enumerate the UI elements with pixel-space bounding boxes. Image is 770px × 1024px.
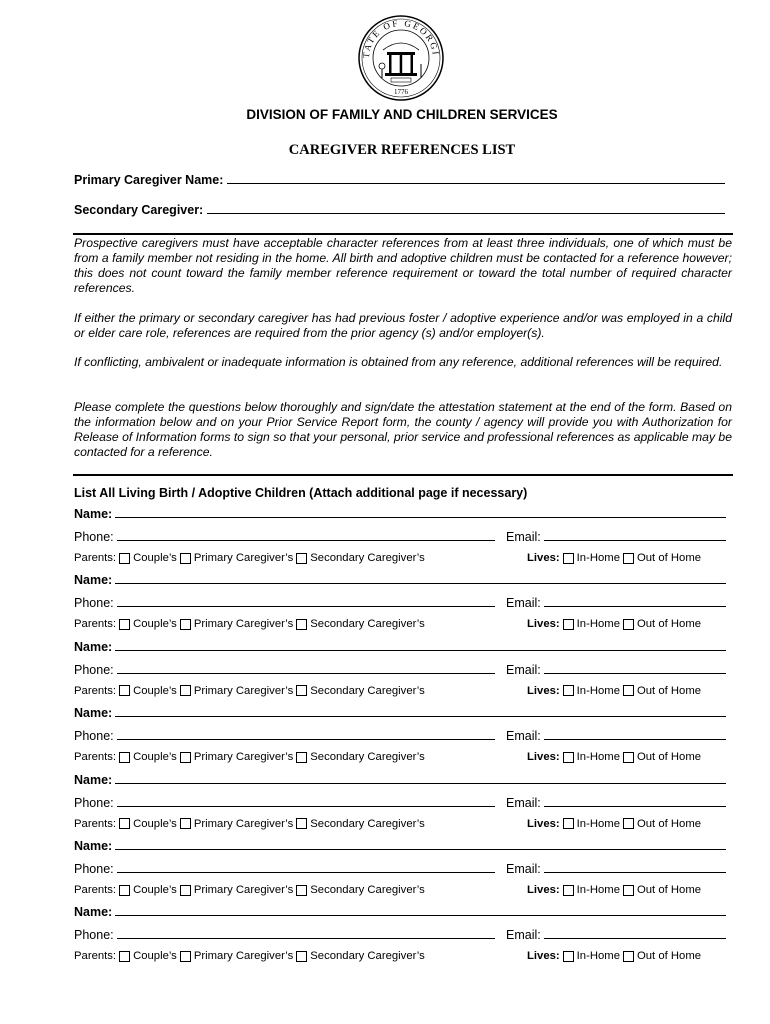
child-options-row: [74, 950, 726, 962]
email-field[interactable]: [506, 663, 726, 677]
secondary-caregiver-checkbox[interactable]: [296, 553, 307, 564]
email-input-line[interactable]: [544, 871, 726, 873]
couples-option-label: Couple’s: [133, 817, 177, 830]
primary-caregiver-line[interactable]: [227, 182, 725, 184]
couples-checkbox[interactable]: [119, 818, 130, 829]
name-input-line[interactable]: [115, 848, 726, 850]
email-input-line[interactable]: [544, 805, 726, 807]
lives-label: Lives:: [527, 751, 560, 764]
primary-caregiver-option-label: Primary Caregiver’s: [193, 684, 294, 697]
name-label: Name:: [74, 905, 113, 920]
primary-caregiver-field[interactable]: [74, 173, 725, 187]
email-input-line[interactable]: [544, 539, 726, 541]
email-field[interactable]: [506, 862, 726, 876]
phone-label: Phone:: [74, 530, 114, 544]
name-label: Name:: [74, 772, 113, 787]
email-field[interactable]: [506, 928, 726, 942]
phone-field[interactable]: [74, 796, 495, 810]
child-options-row: [74, 751, 726, 763]
primary-caregiver-option-label: Primary Caregiver’s: [193, 884, 294, 896]
in-home-checkbox[interactable]: [563, 818, 574, 829]
lives-label: Lives:: [527, 950, 560, 963]
primary-caregiver-option-label: Primary Caregiver’s: [193, 552, 294, 564]
lives-group: [527, 884, 701, 896]
in-home-option-label: In-Home: [576, 618, 620, 631]
phone-field[interactable]: [74, 530, 495, 544]
primary-caregiver-label: Primary Caregiver Name:: [74, 173, 224, 187]
child-contact-row: [74, 530, 726, 544]
email-input-line[interactable]: [544, 672, 726, 674]
primary-caregiver-checkbox[interactable]: [180, 818, 191, 829]
lives-group: [527, 685, 701, 697]
couples-checkbox[interactable]: [119, 685, 130, 696]
phone-field[interactable]: [74, 928, 495, 942]
in-home-checkbox[interactable]: [563, 951, 574, 962]
phone-label: Phone:: [74, 729, 114, 744]
lives-label: Lives:: [527, 884, 560, 896]
email-label: Email:: [506, 928, 541, 943]
primary-caregiver-option-label: Primary Caregiver’s: [193, 751, 294, 764]
secondary-caregiver-option-label: Secondary Caregiver’s: [310, 618, 425, 631]
child-contact-row: [74, 596, 726, 610]
child-name-row[interactable]: [74, 507, 726, 521]
secondary-caregiver-option-label: Secondary Caregiver’s: [310, 684, 425, 697]
in-home-option-label: In-Home: [576, 751, 620, 764]
form-title: CAREGIVER REFERENCES LIST: [288, 142, 516, 158]
email-label: Email:: [506, 862, 541, 876]
name-label: Name:: [74, 507, 113, 521]
couples-option-label: Couple’s: [133, 950, 177, 963]
in-home-option-label: In-Home: [576, 817, 620, 830]
phone-label: Phone:: [74, 862, 114, 876]
phone-input-line[interactable]: [117, 605, 495, 607]
lives-group: [527, 950, 701, 962]
out-of-home-option-label: Out of Home: [636, 950, 702, 963]
secondary-caregiver-option-label: Secondary Caregiver’s: [310, 950, 425, 963]
instruction-paragraph-2: If either the primary or secondary caregiver has had previous foster / adoptive experience and/or was employed in a child or elder care role, references are required from the prior agency (s) and/or employer(s).: [74, 311, 732, 340]
couples-checkbox[interactable]: [119, 752, 130, 763]
divider-top: [73, 233, 733, 235]
email-label: Email:: [506, 795, 541, 810]
email-label: Email:: [506, 530, 541, 544]
phone-input-line[interactable]: [117, 539, 495, 541]
name-input-line[interactable]: [115, 782, 726, 784]
out-of-home-checkbox[interactable]: [623, 752, 634, 763]
divider-bottom: [73, 474, 733, 476]
secondary-caregiver-label: Secondary Caregiver:: [74, 203, 204, 217]
child-options-row: [74, 685, 726, 697]
lives-label: Lives:: [527, 552, 560, 564]
email-field[interactable]: [506, 796, 726, 810]
in-home-option-label: In-Home: [576, 950, 620, 963]
child-name-row[interactable]: [74, 573, 726, 587]
child-contact-row: [74, 862, 726, 876]
lives-group: [527, 618, 701, 630]
couples-option-label: Couple’s: [133, 751, 177, 764]
child-options-row: [74, 818, 726, 830]
in-home-checkbox[interactable]: [563, 619, 574, 630]
phone-field[interactable]: [74, 862, 495, 876]
secondary-caregiver-checkbox[interactable]: [296, 752, 307, 763]
lives-label: Lives:: [527, 684, 560, 697]
name-label: Name:: [74, 639, 113, 654]
state-seal-logo: [357, 14, 445, 102]
email-label: Email:: [506, 729, 541, 744]
child-contact-row: [74, 796, 726, 810]
phone-input-line[interactable]: [117, 805, 495, 807]
in-home-option-label: In-Home: [576, 552, 620, 564]
secondary-caregiver-option-label: Secondary Caregiver’s: [310, 817, 425, 830]
lives-group: [527, 818, 701, 830]
parents-label: Parents:: [74, 884, 117, 896]
phone-field[interactable]: [74, 596, 495, 610]
couples-checkbox[interactable]: [119, 619, 130, 630]
child-name-row[interactable]: [74, 640, 726, 654]
email-label: Email:: [506, 596, 541, 611]
email-label: Email:: [506, 662, 541, 677]
svg-text:1776: 1776: [394, 88, 408, 96]
out-of-home-option-label: Out of Home: [636, 751, 702, 764]
lives-label: Lives:: [527, 618, 560, 631]
out-of-home-checkbox[interactable]: [623, 619, 634, 630]
name-input-line[interactable]: [115, 715, 726, 717]
phone-label: Phone:: [74, 596, 114, 611]
email-field[interactable]: [506, 596, 726, 610]
couples-option-label: Couple’s: [133, 552, 177, 564]
name-input-line[interactable]: [115, 582, 726, 584]
secondary-caregiver-checkbox[interactable]: [296, 685, 307, 696]
primary-caregiver-option-label: Primary Caregiver’s: [193, 817, 294, 830]
child-name-row[interactable]: [74, 905, 726, 919]
phone-field[interactable]: [74, 663, 495, 677]
name-label: Name:: [74, 839, 113, 853]
out-of-home-checkbox[interactable]: [623, 885, 634, 896]
parents-label: Parents:: [74, 950, 117, 963]
child-contact-row: [74, 729, 726, 743]
email-field[interactable]: [506, 729, 726, 743]
in-home-checkbox[interactable]: [563, 685, 574, 696]
email-input-line[interactable]: [544, 738, 726, 740]
secondary-caregiver-option-label: Secondary Caregiver’s: [310, 884, 425, 896]
couples-option-label: Couple’s: [133, 684, 177, 697]
in-home-checkbox[interactable]: [563, 885, 574, 896]
couples-checkbox[interactable]: [119, 885, 130, 896]
page-title: DIVISION OF FAMILY AND CHILDREN SERVICES: [246, 107, 558, 122]
phone-label: Phone:: [74, 662, 114, 677]
phone-field[interactable]: [74, 729, 495, 743]
couples-checkbox[interactable]: [119, 951, 130, 962]
secondary-caregiver-checkbox[interactable]: [296, 818, 307, 829]
name-input-line[interactable]: [115, 914, 726, 916]
secondary-caregiver-checkbox[interactable]: [296, 619, 307, 630]
child-options-row: [74, 618, 726, 630]
secondary-caregiver-option-label: Secondary Caregiver’s: [310, 552, 425, 564]
out-of-home-option-label: Out of Home: [636, 552, 702, 564]
child-contact-row: [74, 663, 726, 677]
in-home-checkbox[interactable]: [563, 553, 574, 564]
out-of-home-option-label: Out of Home: [636, 618, 702, 631]
child-options-row: [74, 552, 726, 564]
phone-label: Phone:: [74, 795, 114, 810]
child-contact-row: [74, 928, 726, 942]
out-of-home-option-label: Out of Home: [636, 684, 702, 697]
phone-input-line[interactable]: [117, 937, 495, 939]
name-label: Name:: [74, 706, 113, 721]
svg-text:STATE OF GEORGIA: TATE OF GEORGI: [360, 17, 442, 59]
out-of-home-checkbox[interactable]: [623, 685, 634, 696]
secondary-caregiver-option-label: Secondary Caregiver’s: [310, 751, 425, 764]
email-field[interactable]: [506, 530, 726, 544]
child-name-row[interactable]: [74, 706, 726, 720]
phone-input-line[interactable]: [117, 738, 495, 740]
out-of-home-checkbox[interactable]: [623, 951, 634, 962]
parents-label: Parents:: [74, 817, 117, 830]
in-home-option-label: In-Home: [576, 684, 620, 697]
lives-group: [527, 552, 701, 564]
lives-group: [527, 751, 701, 763]
lives-label: Lives:: [527, 817, 560, 830]
secondary-caregiver-checkbox[interactable]: [296, 885, 307, 896]
email-input-line[interactable]: [544, 605, 726, 607]
email-input-line[interactable]: [544, 937, 726, 939]
parents-label: Parents:: [74, 751, 117, 764]
name-label: Name:: [74, 573, 113, 588]
out-of-home-option-label: Out of Home: [636, 817, 702, 830]
children-section-title: List All Living Birth / Adoptive Children (Attach additional page if necessary): [74, 486, 528, 500]
phone-label: Phone:: [74, 928, 114, 943]
child-options-row: [74, 884, 726, 896]
primary-caregiver-checkbox[interactable]: [180, 885, 191, 896]
child-name-row[interactable]: [74, 773, 726, 787]
in-home-checkbox[interactable]: [563, 752, 574, 763]
phone-input-line[interactable]: [117, 871, 495, 873]
parents-label: Parents:: [74, 618, 117, 631]
out-of-home-checkbox[interactable]: [623, 553, 634, 564]
name-input-line[interactable]: [115, 649, 726, 651]
parents-label: Parents:: [74, 552, 117, 564]
instruction-paragraph-1: Prospective caregivers must have acceptable character references from at least three individuals, one of which must be from a family member not residing in the home. All birth and adoptive children must be contacted for a reference however; this does not count toward the family member reference requirement or toward the total number of required character references.: [74, 236, 732, 295]
in-home-option-label: In-Home: [576, 884, 620, 896]
couples-option-label: Couple’s: [133, 618, 177, 631]
secondary-caregiver-field[interactable]: [74, 203, 725, 217]
primary-caregiver-option-label: Primary Caregiver’s: [193, 950, 294, 963]
parents-label: Parents:: [74, 684, 117, 697]
out-of-home-option-label: Out of Home: [636, 884, 702, 896]
secondary-caregiver-checkbox[interactable]: [296, 951, 307, 962]
primary-caregiver-option-label: Primary Caregiver’s: [193, 618, 294, 631]
out-of-home-checkbox[interactable]: [623, 818, 634, 829]
phone-input-line[interactable]: [117, 672, 495, 674]
instruction-paragraph-4: Please complete the questions below thoroughly and sign/date the attestation statement at the end of the form. Based on the information below and on your Prior Service Report form, the county / agency will provide you with Authorization for Release of Information forms to sign so that your personal, prior service and professional references as applicable may be contacted for a reference.: [74, 400, 732, 459]
child-name-row[interactable]: [74, 839, 726, 853]
instruction-paragraph-3: If conflicting, ambivalent or inadequate information is obtained from any reference, additional references will be required.: [74, 355, 723, 369]
secondary-caregiver-line[interactable]: [207, 212, 725, 214]
name-input-line[interactable]: [115, 516, 726, 518]
primary-caregiver-checkbox[interactable]: [180, 553, 191, 564]
primary-caregiver-checkbox[interactable]: [180, 685, 191, 696]
couples-checkbox[interactable]: [119, 553, 130, 564]
primary-caregiver-checkbox[interactable]: [180, 951, 191, 962]
couples-option-label: Couple’s: [133, 884, 177, 896]
primary-caregiver-checkbox[interactable]: [180, 752, 191, 763]
primary-caregiver-checkbox[interactable]: [180, 619, 191, 630]
